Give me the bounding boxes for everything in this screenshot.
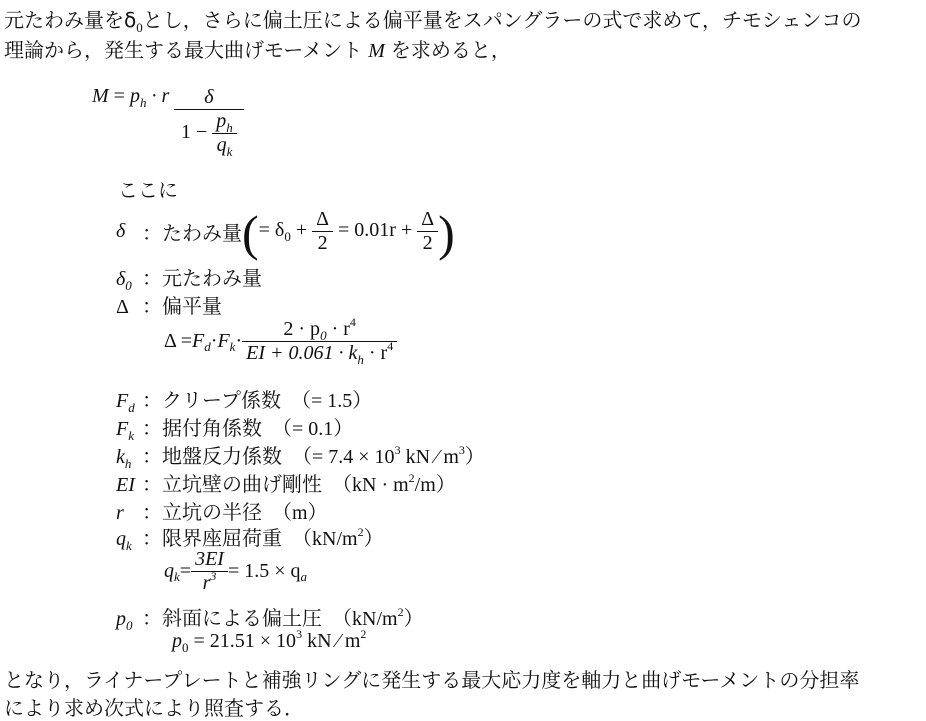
eq-p: p bbox=[129, 85, 140, 108]
eq-lhs: M bbox=[92, 85, 109, 108]
num-sup: 4 bbox=[349, 315, 356, 329]
eq-one-minus: 1 − bbox=[181, 121, 213, 144]
def-colon: ： bbox=[142, 294, 162, 318]
def-text: 元たわみ量 bbox=[162, 266, 262, 290]
def-symbol: Δ bbox=[116, 296, 129, 318]
eq-Fd-sub: d bbox=[204, 338, 211, 354]
def-text: たわみ量 bbox=[162, 220, 242, 245]
equation-ovality bbox=[164, 315, 397, 367]
def-symbol: r bbox=[116, 502, 124, 524]
val-b: /m） bbox=[414, 474, 456, 496]
def-Fk bbox=[116, 412, 353, 441]
sym-sub: k bbox=[126, 538, 132, 553]
eq-inner-num bbox=[212, 110, 237, 133]
eq-main-fraction bbox=[174, 86, 243, 157]
inner-q-sub: k bbox=[226, 144, 233, 159]
sym-sub: h bbox=[124, 456, 132, 471]
sym-sub: 0 bbox=[125, 278, 132, 293]
def-EI bbox=[116, 468, 456, 497]
def-text: 限界座屈荷重 bbox=[162, 526, 282, 550]
def-value: （m） bbox=[272, 502, 328, 524]
den-a: EI + 0.061 · k bbox=[246, 342, 358, 364]
def-value bbox=[332, 605, 424, 630]
val-sup: 2 bbox=[397, 605, 404, 619]
def-Fd bbox=[116, 384, 372, 413]
eq-rhs-sup2: 2 bbox=[360, 627, 367, 641]
sym: k bbox=[116, 446, 125, 468]
open-paren: ( bbox=[242, 205, 259, 261]
def-colon: ： bbox=[142, 606, 162, 630]
expr-frac-1 bbox=[312, 208, 333, 255]
frac-den: 2 bbox=[317, 231, 328, 254]
intro-text: 元たわみ量をδ bbox=[4, 8, 137, 32]
den-r: r bbox=[202, 572, 211, 594]
def-value bbox=[292, 443, 485, 468]
intro-text-2a: 理論から，発生する最大曲げモーメント bbox=[4, 38, 363, 62]
val-b: kN ⁄ m bbox=[400, 446, 459, 468]
den-sup: 3 bbox=[210, 569, 217, 583]
def-kh bbox=[116, 440, 485, 469]
eq-dot: · bbox=[235, 330, 243, 352]
def-symbol bbox=[116, 418, 142, 441]
eq-main-numerator: δ bbox=[204, 86, 214, 108]
eq-dot: · bbox=[210, 330, 218, 352]
eq-inner-den bbox=[213, 134, 237, 157]
expr-frac-2 bbox=[417, 208, 438, 255]
def-text: 地盤反力係数 bbox=[162, 444, 282, 468]
def-delta bbox=[116, 205, 455, 261]
def-value: （= 0.1） bbox=[272, 418, 354, 440]
expr-plus: + bbox=[290, 218, 313, 241]
eq-qk-den bbox=[199, 569, 221, 595]
outro-line-1: となり，ライナープレートと補強リングに発生する最大応力度を軸力と曲げモーメントの分担率 bbox=[4, 668, 860, 692]
equation-moment bbox=[92, 62, 244, 159]
eq-sign: = bbox=[108, 85, 130, 108]
def-text: 斜面による偏土圧 bbox=[162, 606, 322, 630]
def-text: 立坑壁の曲げ剛性 bbox=[162, 472, 322, 496]
eq-lhs: Δ = bbox=[164, 330, 193, 352]
den-sub: h bbox=[357, 352, 364, 367]
def-qk bbox=[116, 522, 384, 551]
def-symbol bbox=[116, 268, 142, 291]
def-p0 bbox=[116, 602, 424, 631]
intro-line-2 bbox=[4, 34, 511, 63]
eq-Fk-sub: k bbox=[229, 338, 236, 354]
val-b: ） bbox=[363, 528, 384, 550]
def-value bbox=[332, 471, 456, 496]
inner-q: q bbox=[216, 134, 227, 156]
equation-qk bbox=[164, 548, 307, 595]
intro-text-rest: とし，さらに偏土圧による偏平量をスパングラーの式で求めて，チモシェンコの bbox=[142, 8, 862, 32]
frac-den: 2 bbox=[422, 231, 433, 254]
moment-variable: M bbox=[368, 40, 385, 62]
eq-Fd: F bbox=[192, 330, 205, 352]
frac-num: Δ bbox=[316, 207, 330, 230]
num-b: · r bbox=[326, 318, 350, 340]
def-colon: ： bbox=[142, 472, 162, 496]
den-b: · r bbox=[363, 342, 388, 364]
eq-lhs-sub: 0 bbox=[182, 640, 189, 655]
equation-p0 bbox=[172, 627, 367, 655]
num-a: 2 · p bbox=[283, 318, 321, 340]
def-colon: ： bbox=[142, 388, 162, 412]
def-colon: ： bbox=[142, 444, 162, 468]
intro-text-2b: を求めると， bbox=[390, 38, 511, 62]
def-text: クリープ係数 bbox=[162, 388, 281, 412]
sym-sub: k bbox=[128, 428, 134, 443]
def-symbol bbox=[116, 390, 142, 413]
val-sup: 2 bbox=[408, 471, 415, 485]
val-a: （= 7.4 × 10 bbox=[292, 446, 395, 468]
sym: F bbox=[116, 418, 129, 440]
eq-main-denominator bbox=[177, 110, 241, 157]
def-text: 偏平量 bbox=[162, 294, 222, 318]
val-sup2: 3 bbox=[458, 443, 465, 457]
val-c: ） bbox=[464, 446, 485, 468]
val-a: （kN · m bbox=[332, 474, 409, 496]
eq-rhs-b: kN ⁄ m bbox=[302, 630, 361, 652]
eq-rhs-a: = 21.51 × 10 bbox=[188, 630, 297, 652]
sym-sub: d bbox=[128, 400, 135, 415]
def-colon: ： bbox=[142, 266, 162, 290]
expr-part-3: = 0.01r + bbox=[333, 218, 418, 241]
eq-p-sub: h bbox=[139, 95, 147, 111]
eq-lhs-sub: k bbox=[174, 568, 180, 584]
sym-sub: 0 bbox=[126, 618, 133, 633]
def-colon: ： bbox=[142, 416, 162, 440]
eq-rhs-sub: a bbox=[300, 568, 308, 584]
sym: p bbox=[116, 608, 126, 630]
val-sup: 2 bbox=[357, 525, 364, 539]
def-colon: ： bbox=[142, 500, 162, 524]
def-text: 据付角係数 bbox=[162, 416, 262, 440]
eq-sign: = bbox=[179, 560, 192, 582]
den-sup: 4 bbox=[387, 339, 394, 353]
def-r bbox=[116, 496, 328, 525]
expr-part-1: = δ bbox=[258, 218, 285, 241]
eq-delta-fraction bbox=[242, 315, 397, 367]
eq-qk-fraction bbox=[191, 548, 228, 595]
sym: F bbox=[116, 390, 129, 412]
eq-delta-den bbox=[242, 339, 397, 367]
def-symbol bbox=[116, 528, 142, 551]
def-colon: ： bbox=[142, 526, 162, 550]
val-a: （kN/m bbox=[292, 528, 358, 550]
def-symbol bbox=[116, 608, 142, 631]
eq-rhs: = 1.5 × q bbox=[227, 560, 301, 582]
outro-line-2: により求め次式により照査する． bbox=[4, 696, 304, 720]
eq-Fk: F bbox=[217, 330, 230, 352]
eq-qk-num: 3EI bbox=[195, 548, 224, 570]
eq-dot-r: · r bbox=[146, 85, 175, 108]
expr-sub: 0 bbox=[284, 228, 291, 244]
sym: δ bbox=[116, 268, 126, 290]
close-paren: ) bbox=[438, 205, 455, 261]
val-sup: 3 bbox=[394, 443, 401, 457]
eq-lhs: q bbox=[164, 560, 174, 582]
def-value: （= 1.5） bbox=[291, 390, 373, 412]
def-colon: ： bbox=[142, 220, 162, 245]
eq-delta-num bbox=[279, 315, 360, 343]
def-symbol: EI bbox=[116, 474, 135, 496]
frac-num: Δ bbox=[421, 207, 435, 230]
def-Delta bbox=[116, 290, 222, 319]
def-symbol bbox=[116, 446, 142, 469]
def-symbol: δ bbox=[116, 219, 126, 242]
delta-expression bbox=[259, 208, 438, 255]
eq-rhs-sup: 3 bbox=[296, 627, 303, 641]
def-delta0 bbox=[116, 262, 262, 291]
val-b: ） bbox=[403, 608, 424, 630]
inner-p-sub: h bbox=[226, 120, 233, 135]
intro-line-1 bbox=[4, 4, 862, 33]
koko-label: ここに bbox=[118, 178, 178, 202]
val-a: （kN/m bbox=[332, 608, 398, 630]
inner-p: p bbox=[216, 110, 227, 132]
eq-inner-fraction bbox=[212, 110, 237, 157]
def-text: 立坑の半径 bbox=[162, 500, 262, 524]
eq-lhs: p bbox=[172, 630, 182, 652]
def-value bbox=[292, 525, 384, 550]
num-sub: 0 bbox=[320, 328, 327, 343]
delta0-sub: 0 bbox=[136, 20, 143, 35]
sym: q bbox=[116, 528, 126, 550]
